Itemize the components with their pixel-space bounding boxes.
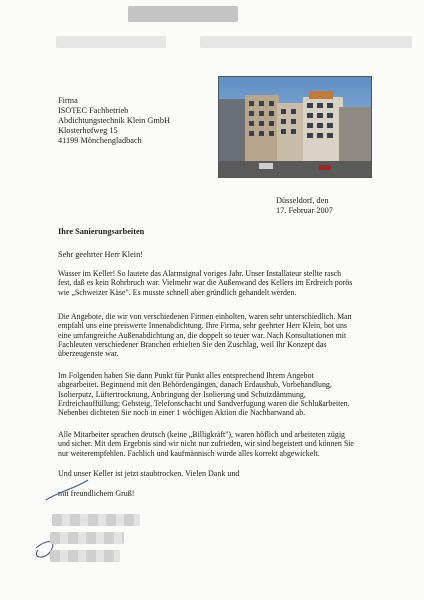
paragraph-line: Die Angebote, die wir von verschiedenen Firmen einholten, waren sehr unterschiedlich. Man (58, 312, 352, 321)
body-paragraph (58, 371, 384, 417)
closing-line: Und unser Keller ist jetzt staubtrocken. Vielen Dank und (58, 469, 240, 478)
body-paragraph (58, 269, 384, 297)
paragraph-line: Im Folgenden haben Sie dann Punkt für Punkt alles entsprechend Ihrem Angebot (58, 371, 314, 380)
redacted-sender-line-2 (50, 532, 124, 544)
place-date (276, 196, 333, 216)
letter-salutation: Sehr geehrter Herr Klein! (58, 250, 144, 259)
paragraph-line: fest, daß es kein Rohrbruch war. Vielmehr war die Außenwand des Kellers im Erdreich porös (58, 278, 353, 288)
address-line: Abdichtungstechnik Klein GmbH (58, 116, 170, 125)
body-paragraph (58, 430, 384, 458)
handwritten-signature (28, 478, 108, 578)
paragraph-line: wie „Schweizer Käse". Es musste schnell aber gründlich gehandelt werden. (58, 287, 297, 297)
paragraph-line: abgearbeitet. Beginnend mit den Behördengängen, danach Erdaushub, Vorbehandlung, (58, 380, 332, 390)
paragraph-line: Erdreichauffüllung; Gehsteig, Telefonschacht und Sandverfugung waren die Schlußarbeiten. (58, 398, 350, 408)
address-line: Firma (58, 96, 78, 105)
building-photo (218, 76, 372, 178)
paragraph-line: Nebenbei dichteten Sie noch in einer 1 wöchigen Aktion die Nachbarwand ab. (58, 408, 306, 418)
paragraph-line: nur weiterempfehlen. Fachlich und kaufmännisch wurde alles korrekt abgewickelt. (58, 448, 320, 458)
redacted-sender-line-1 (52, 514, 140, 526)
address-line: Klosterhofweg 15 (58, 126, 118, 135)
paragraph-line: empfahl uns eine preiswerte Innenabdichtung. Ihre Firma, sehr geehrter Herr Klein, bot uns (58, 321, 348, 331)
address-line: 41199 Mönchengladbach (58, 136, 142, 145)
regards-line: mit freundlichem Gruß! (58, 489, 135, 498)
redacted-sender-line-3 (50, 550, 120, 562)
building-photo-image (219, 77, 371, 177)
redacted-letterhead-left (56, 36, 166, 48)
paragraph-line: und sicher. Mit dem Ergebnis sind wir nicht nur zufrieden, wir sind begeistert und können Sie (58, 439, 354, 449)
address-line: ISOTEC Fachbetrieb (58, 106, 129, 115)
paragraph-line: Alle Mitarbeiter sprachen deutsch (keine „Billigkräft"), waren höflich und arbeiteten zügig (58, 430, 345, 439)
letter-subject: Ihre Sanierungsarbeiten (58, 227, 145, 236)
body-paragraph (58, 312, 384, 358)
place-line: Düsseldorf, den (276, 196, 329, 205)
paragraph-line: Fachleuten verschiedener Branchen erhielten Sie den Zuschlag, weil Ihr Konzept das (58, 339, 327, 349)
date-line: 17. Februar 2007 (276, 206, 333, 215)
paragraph-line: überzeugenste war. (58, 349, 119, 359)
paragraph-line: Wasser im Keller! So lautete das Alarmsignal voriges Jahr. Unser Installateur stellte rasch (58, 269, 342, 278)
paragraph-line: Isolierputz, Lüftertrocknung, Anbringung der Isolierung und Schutzdämmung, (58, 389, 306, 399)
recipient-address (58, 96, 170, 146)
redacted-letterhead-right (200, 36, 412, 48)
paragraph-line: eine umfangreiche Außenabdichtung an, die doppelt so teuer war. Nach Konsultationen mit (58, 330, 347, 340)
redacted-sender-name (128, 6, 238, 22)
